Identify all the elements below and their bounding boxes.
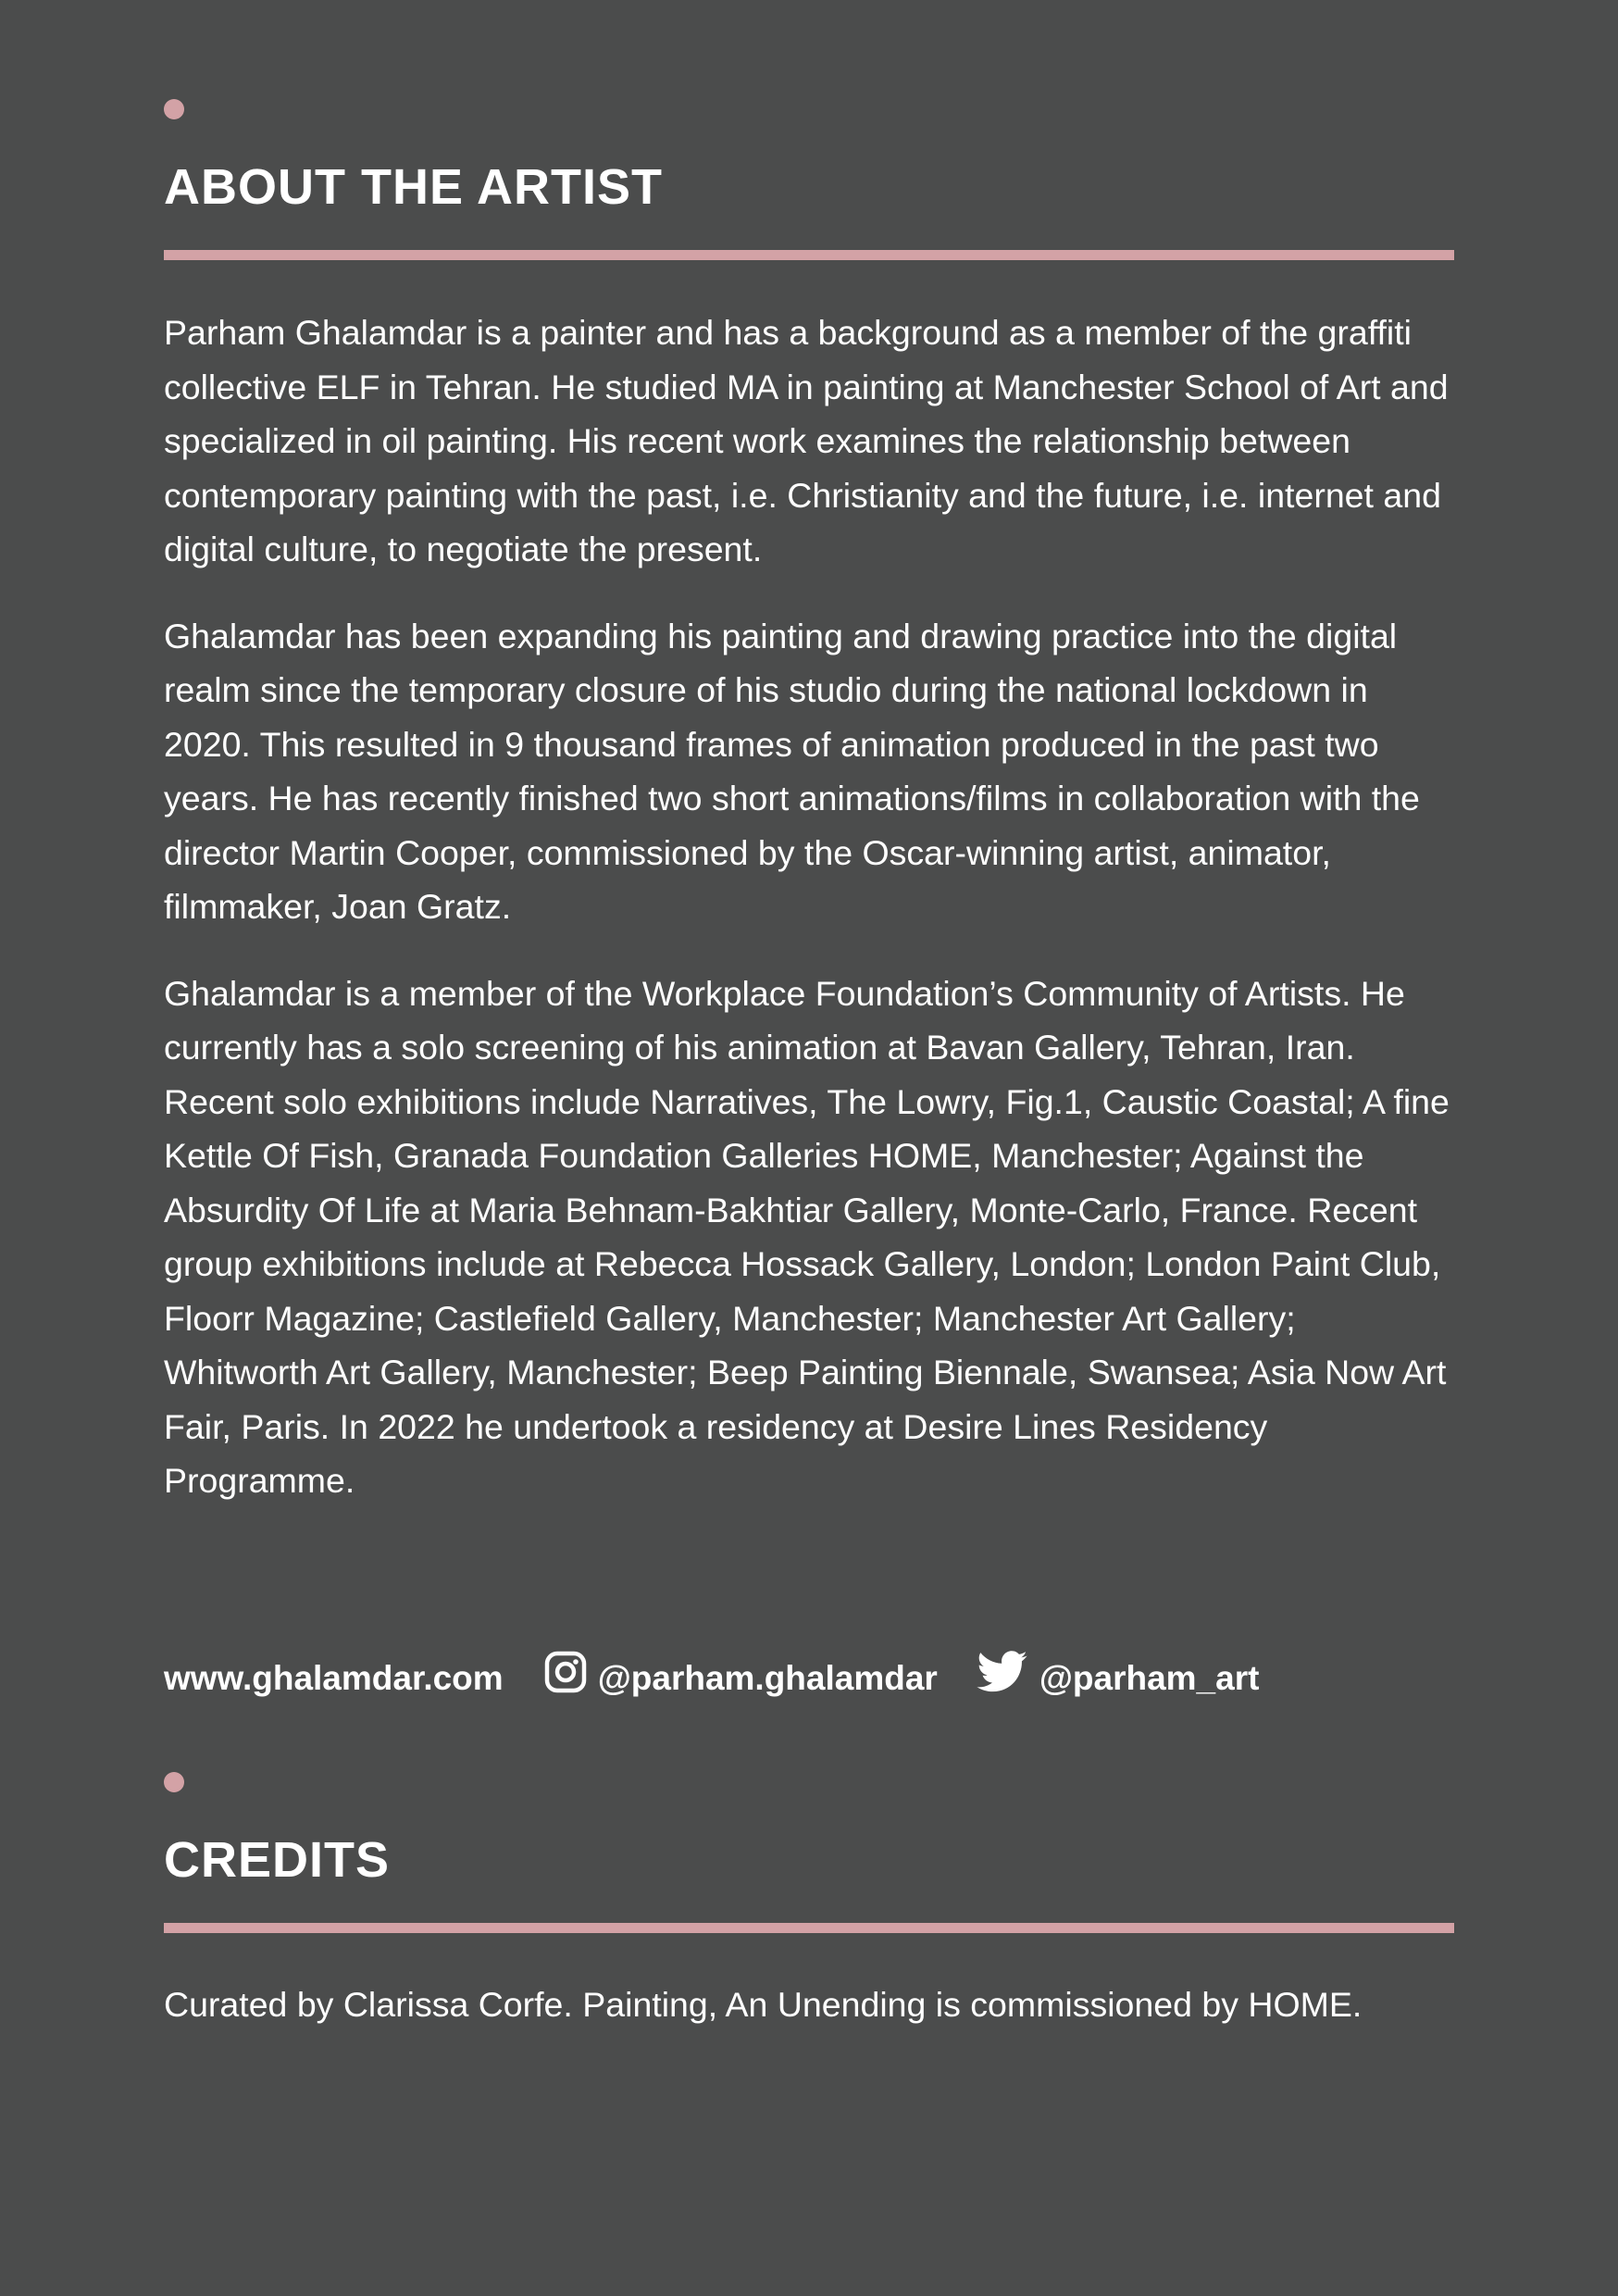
section-marker-dot xyxy=(164,99,184,119)
social-links xyxy=(164,1651,1259,1705)
website-link[interactable] xyxy=(164,1655,504,1702)
heading-rule xyxy=(164,250,1454,260)
instagram-icon xyxy=(544,1651,587,1705)
instagram-link[interactable] xyxy=(544,1651,938,1705)
twitter-handle: @parham_art xyxy=(1039,1658,1260,1697)
about-heading: ABOUT THE ARTIST xyxy=(164,159,663,215)
about-body xyxy=(164,306,1454,1508)
about-paragraph-1: Parham Ghalamdar is a painter and has a background as a member of the graffiti collective ELF in Tehran. He studied MA in painting at Manchester School of Art and specialized in oil painting. His recent work examines the relationship between contemporary painting with the past, i.e. Christianity and the future, i.e. internet and digital culture, to negotiate the present. xyxy=(164,313,1449,568)
twitter-link[interactable] xyxy=(977,1651,1260,1705)
about-paragraph-3: Ghalamdar is a member of the Workplace Foundation’s Community of Artists. He currently has a solo screening of his animation at Bavan Gallery, Tehran, Iran. Recent solo exhibitions include Narratives, The Lowry, Fig.1, Caustic Coastal; A fine Kettle Of Fish, Granada Foundation Galleries HOME, Manchester; Against the Absurdity Of Life at Maria Behnam-Bakhtiar Gallery, Monte-Carlo, France. Recent group exhibitions include at Rebecca Hossack Gallery, London; London Paint Club, Floorr Magazine; Castlefield Gallery, Manchester; Manchester Art Gallery; Whitworth Art Gallery, Manchester; Beep Painting Biennale, Swansea; Asia Now Art Fair, Paris. In 2022 he undertook a residency at Desire Lines Residency Programme. xyxy=(164,973,1450,1500)
instagram-handle: @parham.ghalamdar xyxy=(597,1658,938,1697)
heading-rule xyxy=(164,1923,1454,1933)
twitter-icon xyxy=(977,1651,1028,1705)
about-paragraph-2: Ghalamdar has been expanding his painting and drawing practice into the digital realm since the temporary closure of his studio during the national lockdown in 2020. This resulted in 9 thousand frames of animation produced in the past two years. He has recently finished two short animations/films in collaboration with the director Martin Cooper, commissioned by the Oscar-winning artist, animator, filmmaker, Joan Gratz. xyxy=(164,616,1420,926)
section-marker-dot xyxy=(164,1772,184,1792)
credits-text: Curated by Clarissa Corfe. Painting, An Unending is commissioned by HOME. xyxy=(164,1985,1363,2024)
credits-heading: CREDITS xyxy=(164,1832,391,1888)
website-link-label: www.ghalamdar.com xyxy=(164,1658,504,1697)
credits-body xyxy=(164,1978,1454,2032)
